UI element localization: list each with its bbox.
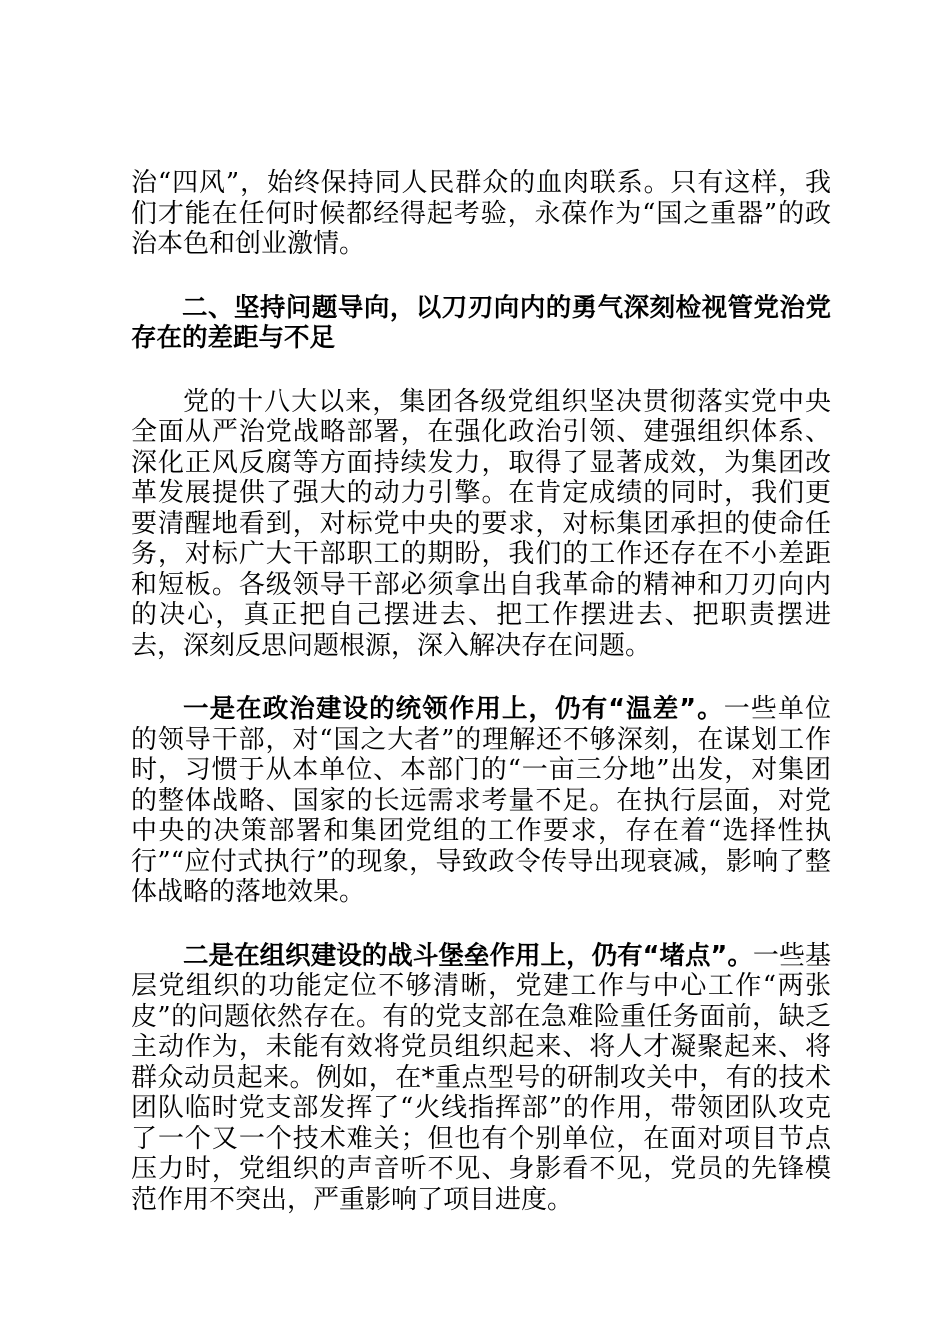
section-heading: 二、坚持问题导向，以刀刃向内的勇气深刻检视管党治党存在的差距与不足 <box>131 292 831 353</box>
paragraph-political-building <box>131 694 831 908</box>
paragraph-lead-organization: 二是在组织建设的战斗堡垒作用上，仍有“堵点”。 <box>183 940 753 971</box>
document-body <box>131 168 831 1215</box>
paragraph-overview: 党的十八大以来，集团各级党组织坚决贯彻落实党中央全面从严治党战略部署，在强化政治引领、建强组织体系、深化正风反腐等方面持续发力，取得了显著成效，为集团改革发展提供了强大的动力引擎。在肯定成绩的同时，我们更要清醒地看到，对标党中央的要求，对标集团承担的使命任务，对标广大干部职工的期盼，我们的工作还存在不小差距和短板。各级领导干部必须拿出自我革命的精神和刀刃向内的决心，真正把自己摆进去、把工作摆进去、把职责摆进去，深刻反思问题根源，深入解决存在问题。 <box>131 386 831 661</box>
paragraph-organization-building <box>131 941 831 1216</box>
paragraph-body-organization: 一些基层党组织的功能定位不够清晰，党建工作与中心工作“两张皮”的问题依然存在。有的党支部在急难险重任务面前，缺乏主动作为，未能有效将党员组织起来、将人才凝聚起来、将群众动员起来。例如，在*重点型号的研制攻关中，有的技术团队临时党支部发挥了“火线指挥部”的作用，带领团队攻克了一个又一个技术难关；但也有个别单位，在面对项目节点压力时，党组织的声音听不见、身影看不见，党员的先锋模范作用不突出，严重影响了项目进度。 <box>131 940 831 1215</box>
paragraph-lead-political: 一是在政治建设的统领作用上，仍有“温差”。 <box>183 694 724 724</box>
paragraph-continuation: 治“四风”，始终保持同人民群众的血肉联系。只有这样，我们才能在任何时候都经得起考验，永葆作为“国之重器”的政治本色和创业激情。 <box>131 168 831 259</box>
paragraph-body-political: 一些单位的领导干部，对“国之大者”的理解还不够深刻，在谋划工作时，习惯于从本单位、本部门的“一亩三分地”出发，对集团的整体战略、国家的长远需求考量不足。在执行层面，对党中央的决策部署和集团党组的工作要求，存在着“选择性执行”“应付式执行”的现象，导致政令传导出现衰减，影响了整体战略的落地效果。 <box>131 694 831 907</box>
